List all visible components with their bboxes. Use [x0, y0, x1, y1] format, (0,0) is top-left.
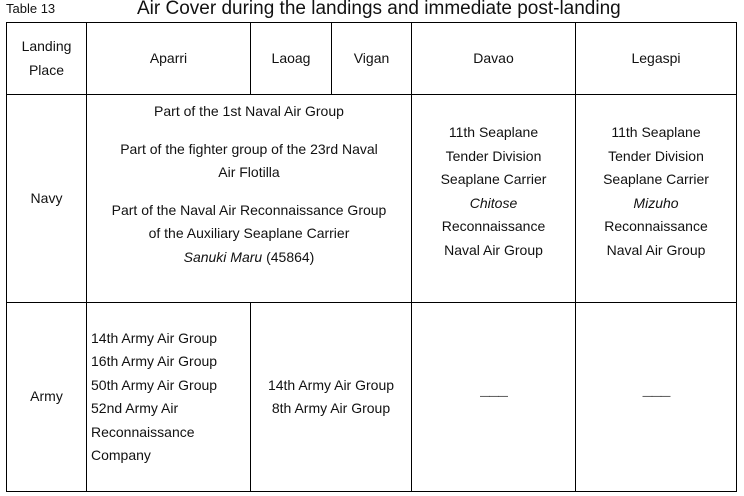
ship-name-sanuki-maru: Sanuki Maru	[183, 248, 263, 265]
navy-davao-cell	[412, 95, 575, 302]
table-bottom-border	[6, 491, 737, 492]
army-laoag-vigan-line: 8th Army Air Group	[271, 400, 391, 416]
army-aparri-line: 14th Army Air Group	[91, 329, 218, 346]
army-aparri-cell	[91, 303, 250, 491]
navy-legaspi-cell	[576, 95, 736, 302]
navy-legaspi-line: Naval Air Group	[606, 241, 706, 258]
army-laoag-vigan-cell	[251, 303, 411, 491]
row-label-army: Army	[30, 388, 63, 405]
army-aparri-line: 16th Army Air Group	[91, 353, 218, 369]
navy-unit-fighter-group-line2: Air Flotilla	[218, 164, 280, 180]
army-laoag-vigan-line: 14th Army Air Group	[267, 376, 395, 393]
army-aparri-line: 52nd Army Air	[91, 400, 179, 416]
header-laoag: Laoag	[271, 49, 311, 66]
navy-davao-line: Reconnaissance	[441, 218, 546, 234]
army-aparri-line: Reconnaissance	[91, 423, 195, 440]
army-legaspi-dash: ———	[642, 391, 670, 403]
header-legaspi: Legaspi	[631, 49, 681, 66]
navy-davao-line: Naval Air Group	[444, 241, 543, 258]
table-right-border	[736, 22, 737, 492]
header-vigan: Vigan	[353, 49, 390, 66]
table-title: Air Cover during the landings and immediate post-landing	[137, 0, 621, 19]
navy-aparri-laoag-vigan-cell	[87, 100, 411, 300]
army-davao-dash: ———	[480, 391, 507, 403]
ship-name-chitose: Chitose	[469, 194, 518, 211]
navy-legaspi-line: Tender Division	[608, 147, 704, 164]
navy-unit-recon-group-line1: Part of the Naval Air Reconnaissance Group	[111, 201, 387, 218]
army-aparri-line: Company	[91, 447, 151, 463]
navy-unit-1st-naval-air-group: Part of the 1st Naval Air Group	[154, 103, 344, 119]
ship-name-mizuho: Mizuho	[633, 194, 679, 211]
header-aparri: Aparri	[149, 49, 188, 66]
header-landing-place-line1: Landing	[21, 38, 72, 54]
header-landing-place	[7, 23, 86, 94]
header-davao: Davao	[473, 49, 514, 66]
navy-legaspi-line: 11th Seaplane	[611, 124, 701, 140]
army-davao-cell	[412, 303, 575, 491]
header-landing-place-line2: Place	[28, 61, 64, 78]
ship-reference-number: (45864)	[262, 248, 315, 265]
navy-davao-line: Tender Division	[445, 147, 542, 164]
army-aparri-line: 50th Army Air Group	[91, 376, 218, 393]
navy-unit-recon-group-line2: of the Auxiliary Seaplane Carrier	[148, 225, 350, 241]
row-label-navy: Navy	[30, 189, 63, 206]
army-legaspi-cell	[576, 303, 736, 491]
navy-davao-line: 11th Seaplane	[448, 124, 539, 140]
navy-legaspi-line: Seaplane Carrier	[603, 171, 709, 187]
navy-unit-recon-group-line3	[184, 246, 315, 270]
table-label: Table 13	[6, 1, 56, 16]
navy-legaspi-line: Reconnaissance	[604, 218, 708, 234]
navy-davao-line: Seaplane Carrier	[440, 171, 547, 187]
navy-unit-fighter-group-line1: Part of the fighter group of the 23rd Naval	[120, 140, 378, 157]
